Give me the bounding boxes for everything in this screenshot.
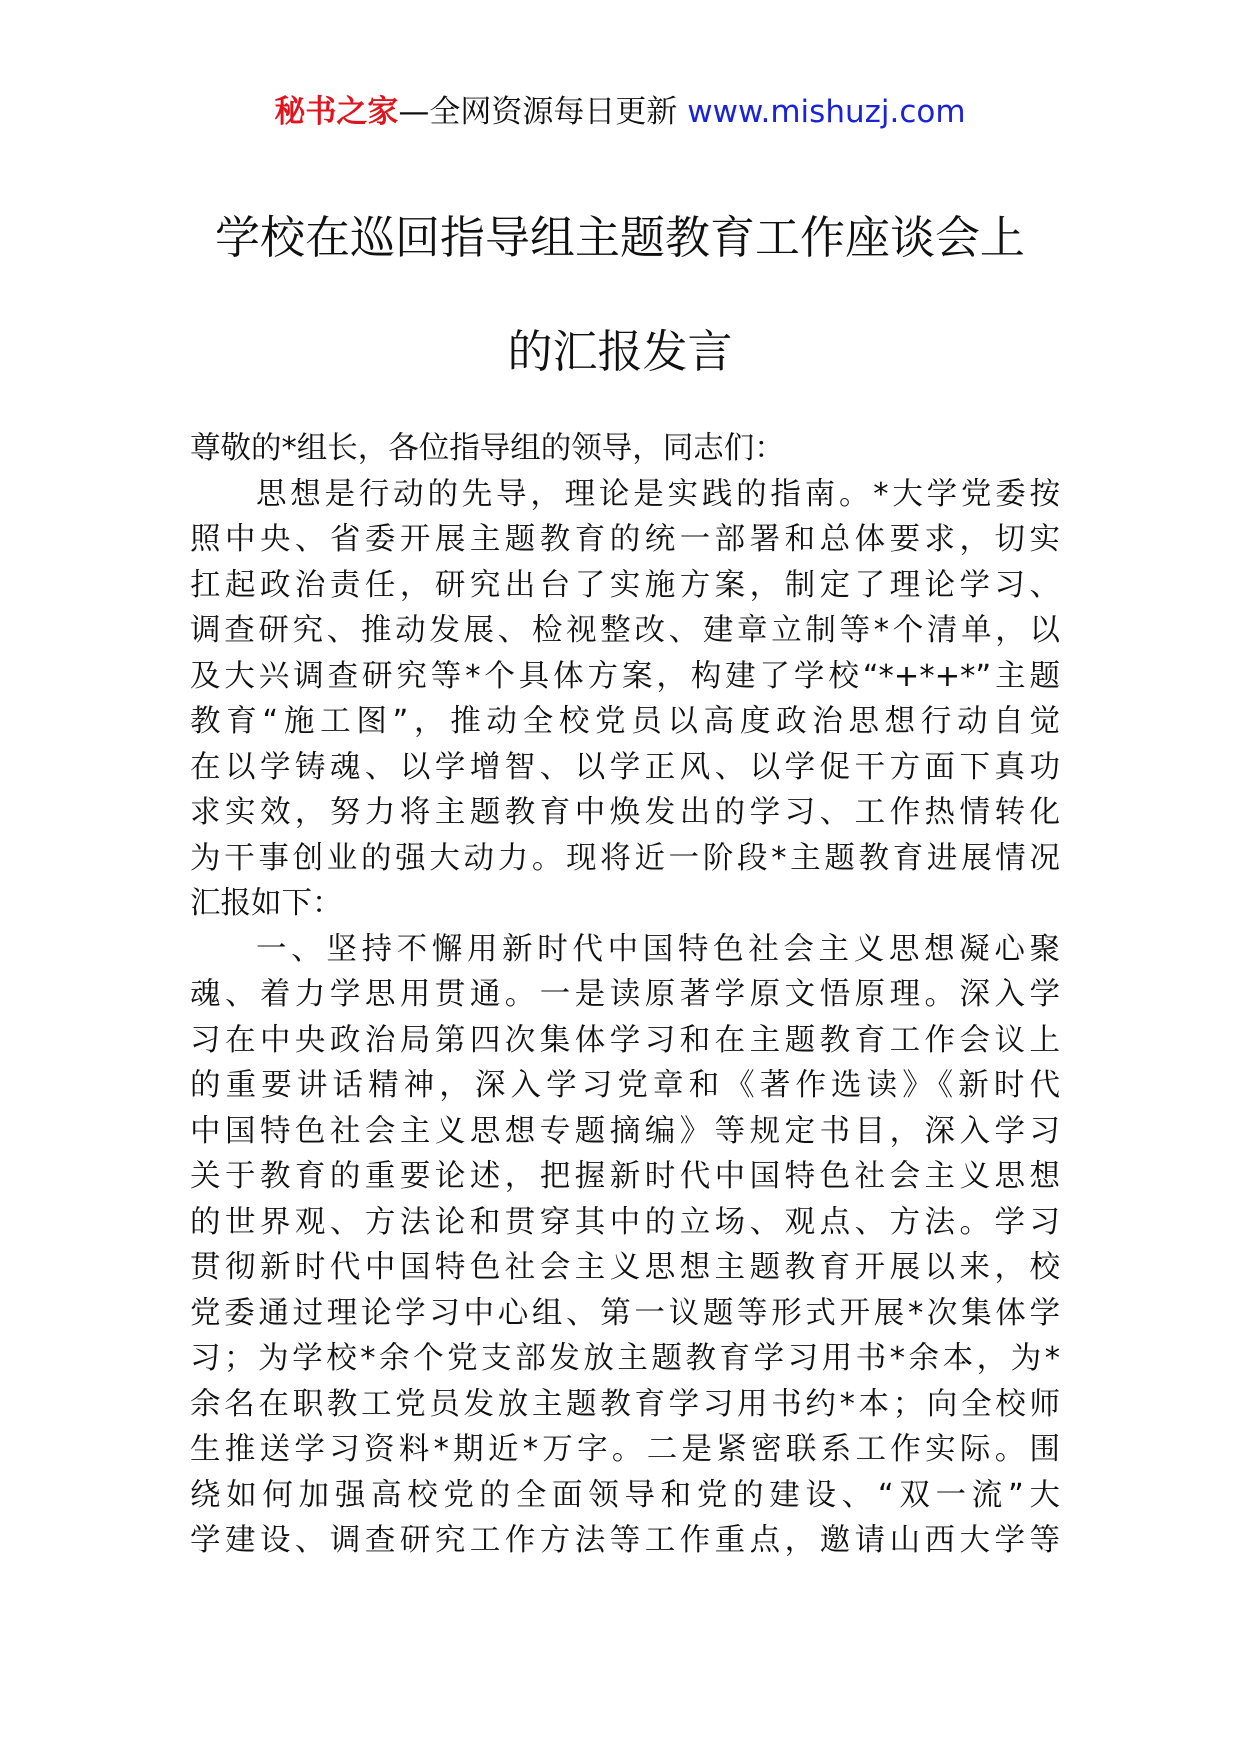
paragraph-1-line: 及大兴调查研究等*个具体方案，构建了学校“*+*+*”主题	[190, 658, 1060, 694]
paragraph-1-line: 汇报如下：	[190, 886, 343, 921]
document-title-line-1: 学校在巡回指导组主题教育工作座谈会上	[214, 211, 1025, 264]
site-brand: 秘书之家	[274, 94, 399, 130]
paragraph-2-line: 关于教育的重要论述，把握新时代中国特色社会主义思想	[190, 1159, 1060, 1194]
document-title-line-2: 的汇报发言	[507, 325, 733, 378]
paragraph-2-line: 习；为学校*余个党支部发放主题教育学习用书*余本，为*	[190, 1341, 1060, 1376]
paragraph-2-line: 一、坚持不懈用新时代中国特色社会主义思想凝心聚	[256, 931, 1060, 967]
paragraph-1-line: 在以学铸魂、以学增智、以学正风、以学促干方面下真功	[190, 749, 1060, 785]
site-slogan: —全网资源每日更新	[398, 94, 678, 130]
paragraph-1-line: 为干事创业的强大动力。现将近一阶段*主题教育进展情况	[190, 840, 1060, 876]
document-body	[190, 426, 1060, 1564]
paragraph-1-line: 照中央、省委开展主题教育的统一部署和总体要求，切实	[190, 522, 1060, 557]
paragraph-2-line: 的世界观、方法论和贯穿其中的立场、观点、方法。学习	[190, 1204, 1060, 1240]
site-header	[0, 92, 1240, 132]
paragraph-1-line: 教育“施工图”，推动全校党员以高度政治思想行动自觉	[190, 704, 1060, 739]
paragraph-2-line: 习在中央政治局第四次集体学习和在主题教育工作会议上	[190, 1022, 1060, 1058]
paragraph-2-line: 余名在职教工党员发放主题教育学习用书约*本；向全校师	[190, 1386, 1060, 1422]
paragraph-2-line: 中国特色社会主义思想专题摘编》等规定书目，深入学习	[190, 1113, 1060, 1149]
paragraph-1-line: 思想是行动的先导，理论是实践的指南。*大学党委按	[256, 476, 1060, 512]
salutation: 尊敬的*组长，各位指导组的领导，同志们：	[190, 431, 785, 466]
paragraph-2-line: 的重要讲话精神，深入学习党章和《著作选读》《新时代	[190, 1068, 1060, 1103]
paragraph-1-line: 调查研究、推动发展、检视整改、建章立制等*个清单，以	[190, 613, 1060, 648]
paragraph-1-line: 扛起政治责任，研究出台了实施方案，制定了理论学习、	[190, 567, 1060, 603]
paragraph-2-line: 生推送学习资料*期近*万字。二是紧密联系工作实际。围	[190, 1432, 1060, 1467]
paragraph-2-line: 党委通过理论学习中心组、第一议题等形式开展*次集体学	[190, 1295, 1060, 1331]
paragraph-2-line: 绕如何加强高校党的全面领导和党的建设、“双一流”大	[190, 1477, 1060, 1513]
paragraph-2-line: 魂、着力学思用贯通。一是读原著学原文悟原理。深入学	[190, 977, 1060, 1012]
site-url-link[interactable]: www.mishuzj.com	[687, 94, 966, 130]
paragraph-2-line: 贯彻新时代中国特色社会主义思想主题教育开展以来，校	[190, 1250, 1060, 1285]
paragraph-2-line: 学建设、调查研究工作方法等工作重点，邀请山西大学等	[190, 1523, 1060, 1558]
paragraph-1-line: 求实效，努力将主题教育中焕发出的学习、工作热情转化	[190, 795, 1060, 830]
